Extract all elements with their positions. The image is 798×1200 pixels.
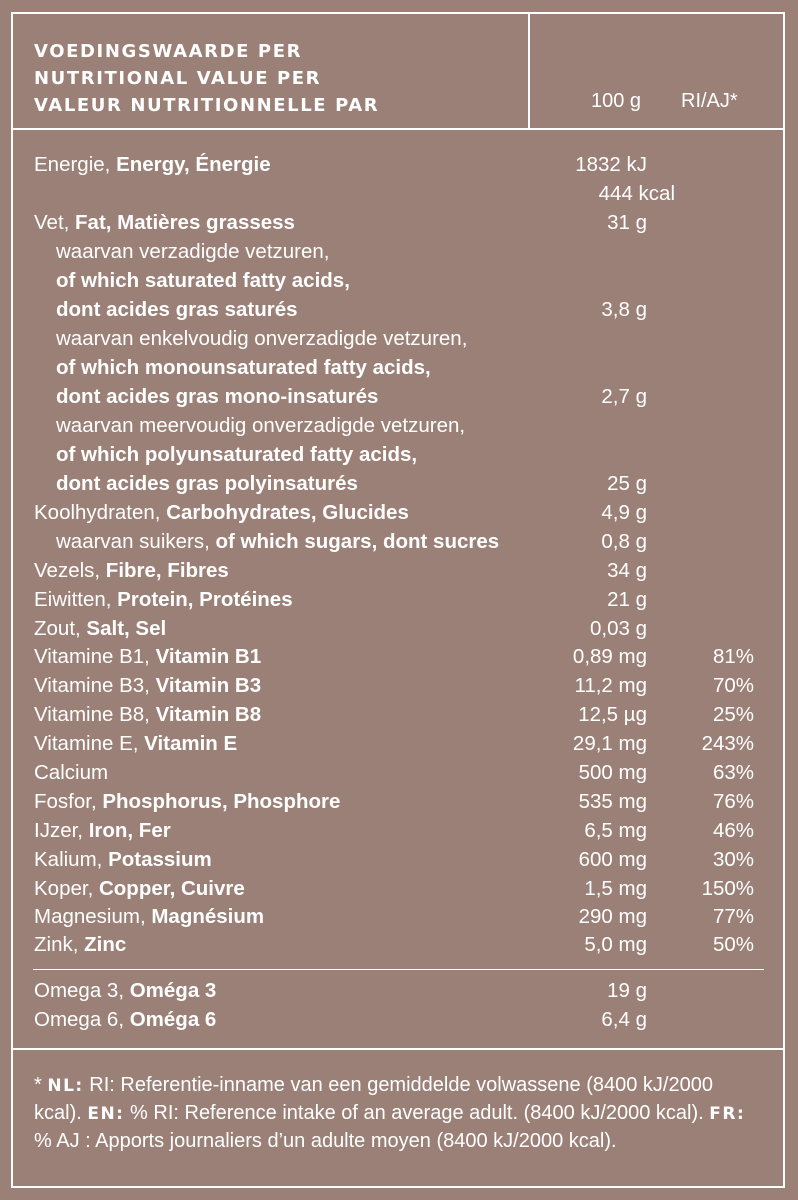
header-divider (13, 128, 783, 130)
row-fat (13, 209, 783, 237)
nutrient-label: Magnesium, Magnésium (34, 905, 265, 928)
nutrient-value: 1,5 mg (584, 877, 647, 900)
nutrient-label: Eiwitten, Protein, Protéines (34, 588, 293, 611)
nutrient-value: 29,1 mg (572, 732, 647, 755)
nutrient-label: Energie, Energy, Énergie (34, 153, 271, 176)
row-saturated-en (13, 267, 783, 295)
nutrient-value: 31 g (607, 211, 647, 234)
nutrient-value: 34 g (607, 559, 647, 582)
nutrient-label: Koolhydraten, Carbohydrates, Glucides (34, 501, 409, 524)
nutrient-label: Zout, Salt, Sel (34, 617, 167, 640)
ri-percent: 76% (712, 790, 754, 813)
nutrient-value: 3,8 g (601, 298, 647, 321)
row-potassium (13, 846, 783, 874)
nutrient-value: 2,7 g (601, 385, 647, 408)
nutrient-value: 0,8 g (601, 530, 647, 553)
value-kcal: 444 kcal (598, 182, 675, 205)
nutrient-value: 6,4 g (601, 1008, 647, 1031)
title-line-fr: VALEUR NUTRITIONNELLE PAR (34, 95, 380, 116)
row-mono-en (13, 354, 783, 382)
row-fibre (13, 557, 783, 585)
nutrient-label: Kalium, Potassium (34, 848, 212, 871)
nutrient-label: Koper, Copper, Cuivre (34, 877, 245, 900)
row-poly-fr (13, 470, 783, 498)
nutrient-label: Vezels, Fibre, Fibres (34, 559, 229, 582)
row-mono-fr (13, 383, 783, 411)
column-header-per-100g: 100 g (591, 90, 642, 112)
nutrient-value: 5,0 mg (584, 933, 647, 956)
nutrient-label: waarvan enkelvoudig onverzadigde vetzuren, (56, 327, 468, 350)
row-copper (13, 875, 783, 903)
nutrient-label: Omega 3, Oméga 3 (34, 979, 217, 1002)
row-phosphorus (13, 788, 783, 816)
row-energy-kcal (13, 180, 783, 208)
value-kj: 1832 kJ (575, 153, 647, 176)
title-line-en: NUTRITIONAL VALUE PER (34, 68, 322, 89)
row-vitamin-b8 (13, 701, 783, 729)
ri-percent: 70% (712, 674, 754, 697)
lang-key-nl: NL: (47, 1076, 84, 1096)
nutrient-label: IJzer, Iron, Fer (34, 819, 171, 842)
row-carbohydrates (13, 499, 783, 527)
nutrient-label: Calcium (34, 761, 109, 784)
row-calcium (13, 759, 783, 787)
row-vitamin-e (13, 730, 783, 758)
ri-percent: 63% (712, 761, 754, 784)
nutrient-value: 6,5 mg (584, 819, 647, 842)
ri-percent: 81% (712, 645, 754, 668)
lang-key-fr: FR: (709, 1104, 746, 1124)
row-omega-3 (13, 977, 783, 1005)
nutrient-label: Zink, Zinc (34, 933, 127, 956)
nutrient-label: dont acides gras polyinsaturés (56, 472, 358, 495)
nutrient-value: 500 mg (578, 761, 647, 784)
nutrient-label: Vitamine E, Vitamin E (34, 732, 238, 755)
nutrient-value: 0,89 mg (572, 645, 647, 668)
row-sugars (13, 528, 783, 556)
nutrient-value: 25 g (607, 472, 647, 495)
ri-percent: 150% (701, 877, 754, 900)
footnote: * NL: RI: Referentie-inname van een gemiddelde volwassene (8400 kJ/2000 kcal). EN: % RI: Reference intake of an average adult. (8400 kJ/2000 kcal). FR: % AJ : Apports journaliers d’un adulte moyen (8400 kJ/2000 kcal). (34, 1074, 746, 1152)
nutrient-label: of which saturated fatty acids, (56, 269, 350, 292)
nutrient-label: of which polyunsaturated fatty acids, (56, 443, 418, 466)
nutrient-value: 19 g (607, 979, 647, 1002)
ri-percent: 77% (712, 905, 754, 928)
nutrient-value: 535 mg (578, 790, 647, 813)
nutrition-table (11, 12, 785, 1188)
section-divider (33, 969, 764, 970)
nutrient-label: waarvan meervoudig onverzadigde vetzuren, (56, 414, 466, 437)
row-zinc (13, 931, 783, 959)
nutrient-value: 4,9 g (601, 501, 647, 524)
title-line-nl: VOEDINGSWAARDE PER (34, 41, 303, 62)
lang-key-en: EN: (87, 1104, 125, 1124)
ri-percent: 46% (712, 819, 754, 842)
header-column-divider (528, 14, 530, 128)
row-iron (13, 817, 783, 845)
footnote-divider (13, 1048, 783, 1050)
row-mono-nl (13, 325, 783, 353)
nutrient-value: 21 g (607, 588, 647, 611)
nutrient-value: 290 mg (578, 905, 647, 928)
ri-percent: 243% (701, 732, 754, 755)
nutrient-label: dont acides gras mono-insaturés (56, 385, 379, 408)
row-protein (13, 586, 783, 614)
nutrient-label: waarvan suikers, of which sugars, dont sucres (56, 530, 500, 553)
nutrient-label: Vitamine B1, Vitamin B1 (34, 645, 262, 668)
ri-percent: 30% (712, 848, 754, 871)
row-vitamin-b3 (13, 672, 783, 700)
nutrient-value: 12,5 µg (578, 703, 647, 726)
ri-percent: 25% (712, 703, 754, 726)
column-header-ri: RI/AJ* (681, 90, 738, 112)
row-omega-6 (13, 1006, 783, 1034)
nutrient-label: of which monounsaturated fatty acids, (56, 356, 431, 379)
row-vitamin-b1 (13, 643, 783, 671)
row-poly-en (13, 441, 783, 469)
ri-percent: 50% (712, 933, 754, 956)
nutrient-label: Vitamine B3, Vitamin B3 (34, 674, 262, 697)
nutrient-label: Vet, Fat, Matières grassess (34, 211, 295, 234)
nutrient-label: dont acides gras saturés (56, 298, 298, 321)
nutrient-label: Vitamine B8, Vitamin B8 (34, 703, 262, 726)
nutrient-label: waarvan verzadigde vetzuren, (56, 240, 330, 263)
nutrient-label: Omega 6, Oméga 6 (34, 1008, 217, 1031)
row-poly-nl (13, 412, 783, 440)
nutrient-value: 600 mg (578, 848, 647, 871)
row-energy (13, 151, 783, 179)
nutrient-label: Fosfor, Phosphorus, Phosphore (34, 790, 341, 813)
row-saturated-nl (13, 238, 783, 266)
row-salt (13, 615, 783, 643)
row-magnesium (13, 903, 783, 931)
nutrient-value: 11,2 mg (574, 674, 647, 697)
row-saturated-fr (13, 296, 783, 324)
table-title (34, 38, 379, 119)
nutrient-value: 0,03 g (590, 617, 647, 640)
